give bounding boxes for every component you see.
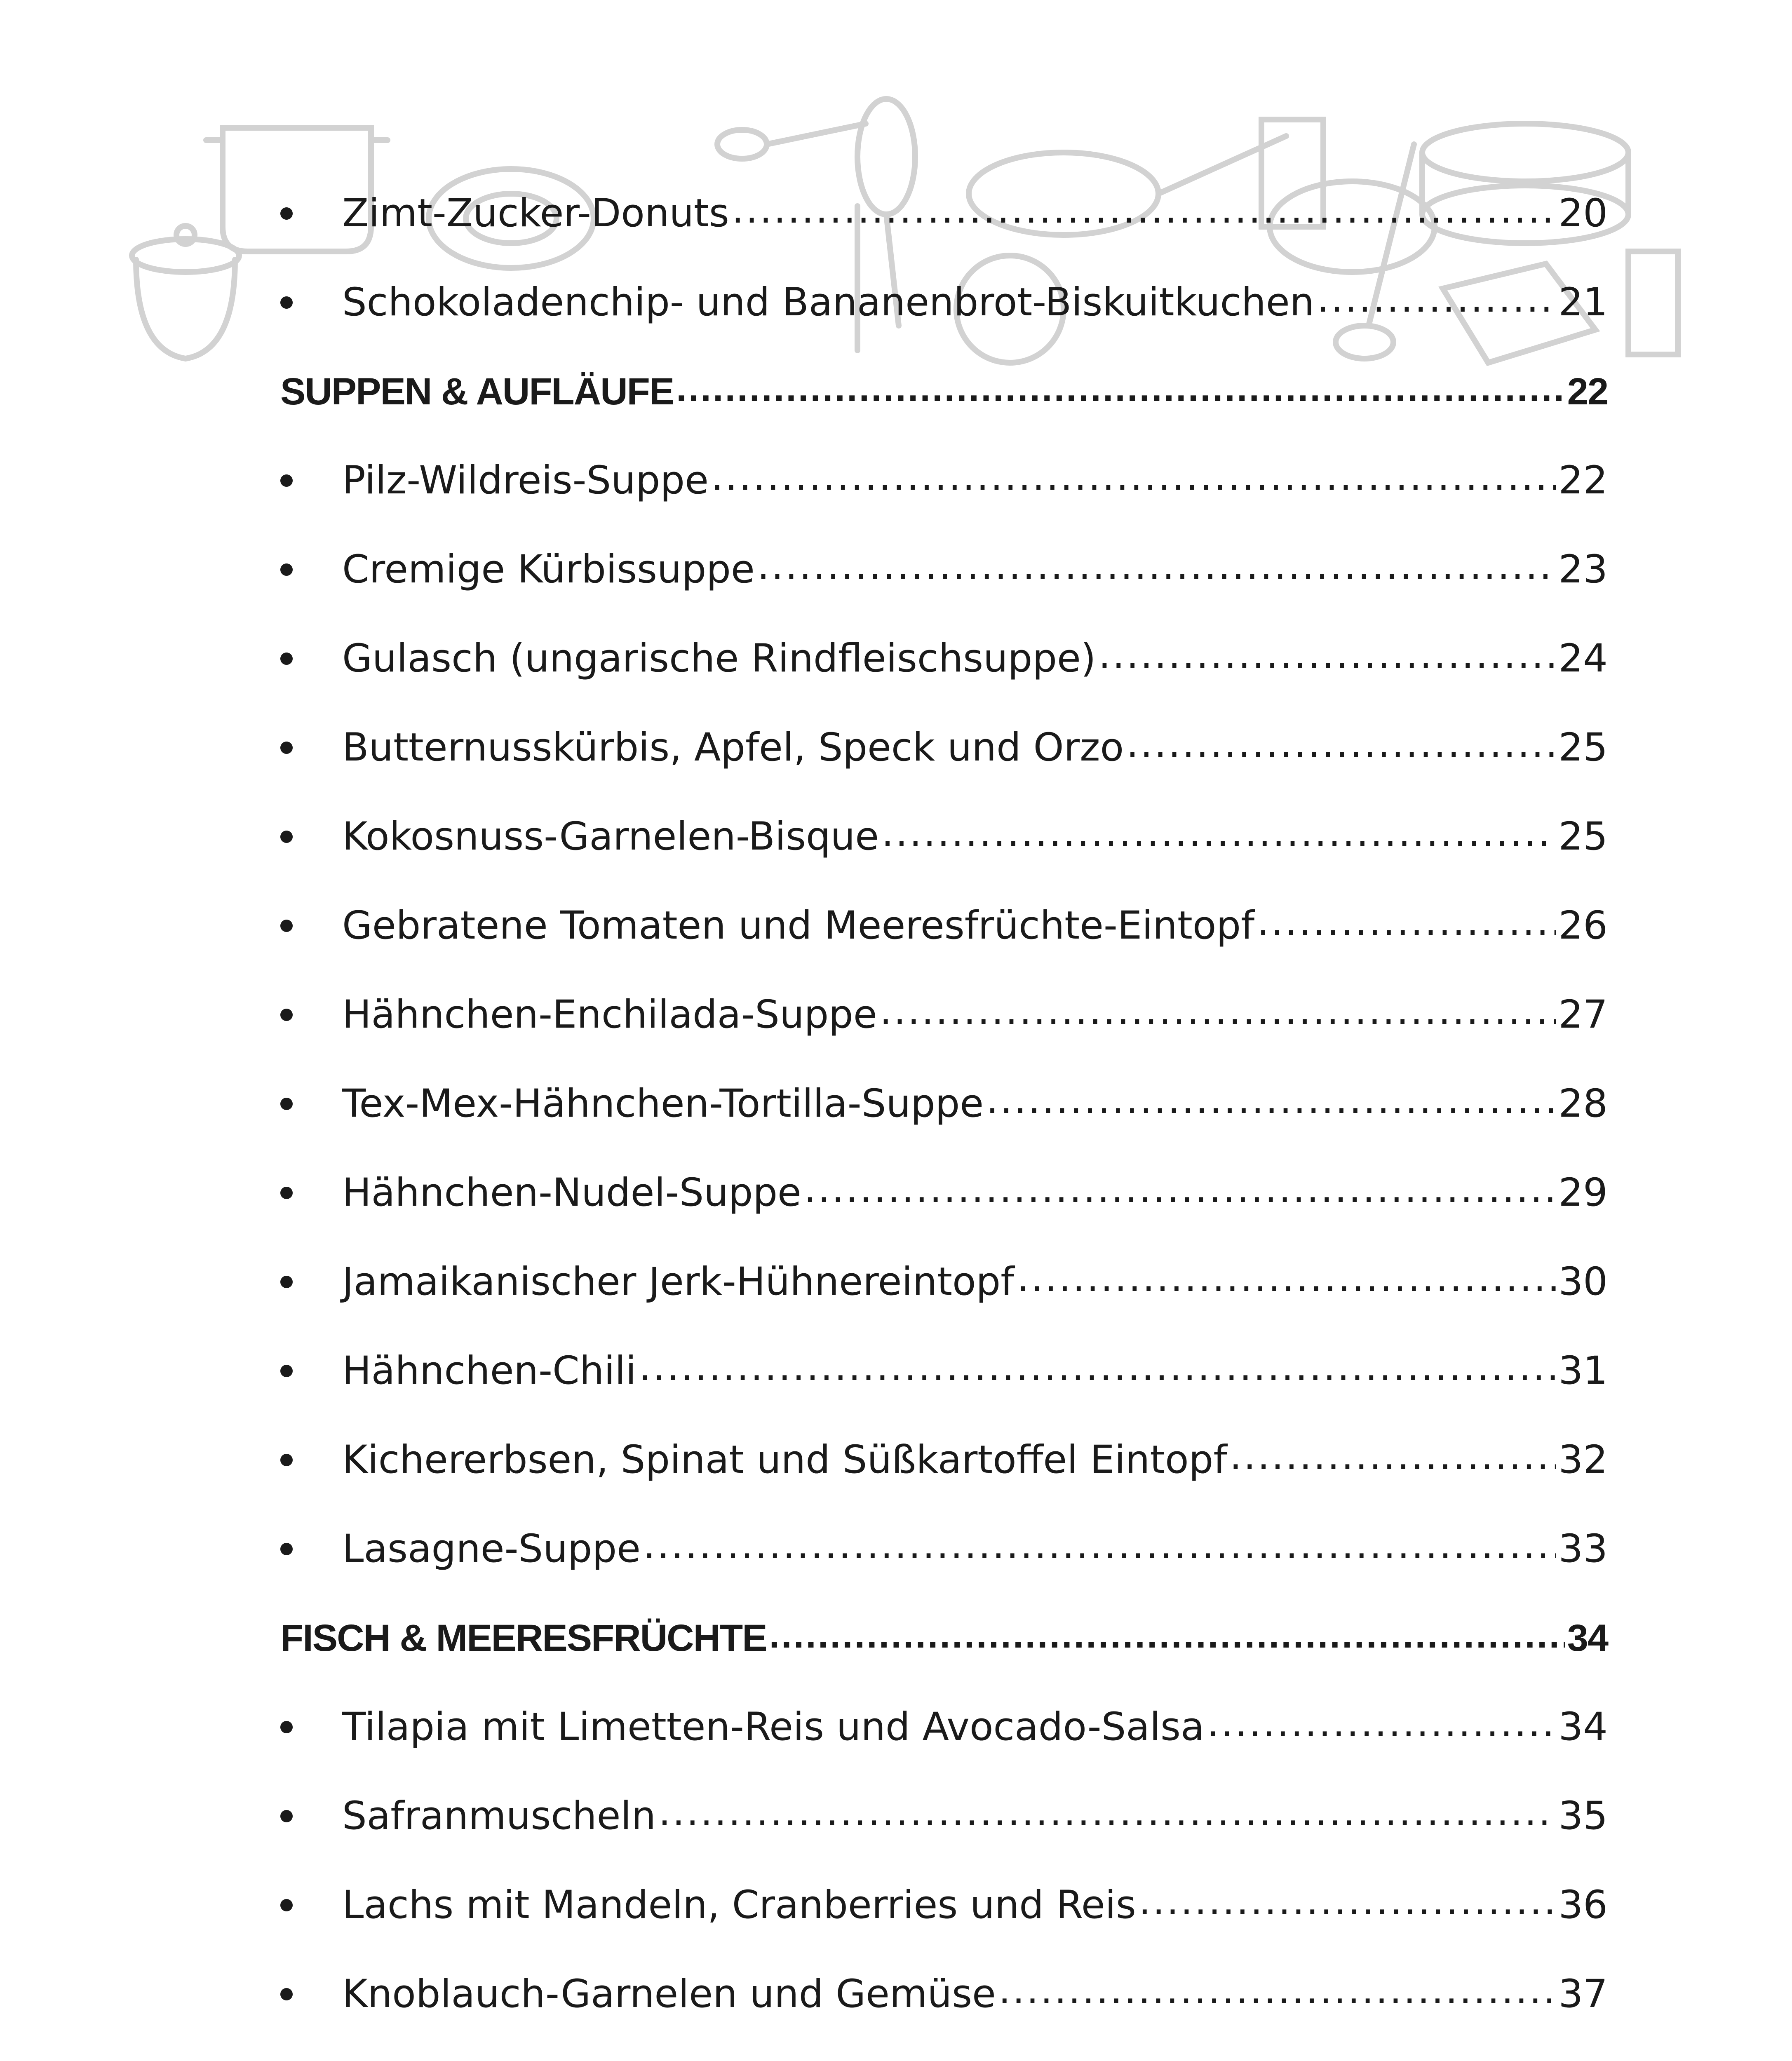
toc-entry[interactable] (280, 2039, 1608, 2061)
toc-page-number: 25 (1558, 725, 1608, 770)
toc-entry[interactable] (280, 881, 1608, 970)
toc-page-number: 37 (1558, 1972, 1608, 2016)
toc-page-number: 31 (1558, 1348, 1608, 1393)
toc-entry[interactable] (280, 703, 1608, 792)
table-of-contents (280, 169, 1608, 2061)
toc-entry[interactable] (280, 1415, 1608, 1505)
toc-entry-title: Kokosnuss-Garnelen-Bisque (342, 814, 879, 859)
toc-entry-title: Cremige Kürbissuppe (342, 547, 755, 592)
toc-entry[interactable] (280, 1861, 1608, 1950)
dot-leader (639, 1348, 1556, 1387)
toc-page-number: 34 (1567, 1617, 1608, 1659)
toc-entry-title: Hähnchen-Nudel-Suppe (342, 1170, 801, 1215)
toc-entry-title: Kichererbsen, Spinat und Süßkartoffel Eintopf (342, 1437, 1227, 1482)
dot-leader (757, 547, 1556, 585)
dot-leader (804, 1170, 1556, 1209)
toc-page-number: 28 (1558, 1081, 1608, 1126)
bullet-icon (280, 563, 293, 576)
toc-entry-title: Tilapia mit Limetten-Reis und Avocado-Salsa (342, 1704, 1205, 1749)
toc-entry-title: Zimt-Zucker-Donuts (342, 191, 729, 236)
toc-entry[interactable] (280, 1059, 1608, 1148)
toc-page-number: 30 (1558, 1259, 1608, 1304)
bullet-icon (280, 920, 293, 932)
dot-leader (1126, 725, 1556, 763)
bullet-icon (280, 474, 293, 487)
toc-page-number: 29 (1558, 1170, 1608, 1215)
toc-page-number: 24 (1558, 636, 1608, 681)
toc-entry-title: Gebratene Tomaten und Meeresfrüchte-Eintopf (342, 903, 1255, 948)
dot-leader (1099, 636, 1556, 674)
dot-leader (769, 1616, 1565, 1654)
bullet-icon (280, 1098, 293, 1110)
bullet-icon (280, 1009, 293, 1021)
bullet-icon (280, 1543, 293, 1555)
dot-leader (998, 1971, 1556, 2010)
bullet-icon (280, 1721, 293, 1733)
toc-entry-title: Safranmuscheln (342, 1793, 656, 1838)
bullet-icon (280, 742, 293, 754)
bullet-icon (280, 296, 293, 309)
dot-leader (732, 190, 1556, 229)
toc-page-number: 35 (1558, 1793, 1608, 1838)
toc-entry[interactable] (280, 258, 1608, 347)
toc-page-number: 22 (1567, 371, 1608, 413)
toc-page-number: 33 (1558, 1526, 1608, 1571)
toc-entry[interactable] (280, 525, 1608, 614)
toc-page-number: 27 (1558, 992, 1608, 1037)
toc-section-heading[interactable] (280, 347, 1608, 436)
bullet-icon (280, 831, 293, 843)
toc-page-number: 23 (1558, 547, 1608, 592)
toc-section-heading[interactable] (280, 1594, 1608, 1683)
dot-leader (1257, 903, 1556, 941)
bullet-icon (280, 1454, 293, 1466)
toc-entry-title: Hähnchen-Chili (342, 1348, 636, 1393)
toc-entry-title: FISCH & MEERESFRÜCHTE (280, 1617, 767, 1659)
bullet-icon (280, 1810, 293, 1822)
dot-leader (676, 369, 1564, 407)
toc-entry-title: Schokoladenchip- und Bananenbrot-Biskuitkuchen (342, 280, 1315, 325)
toc-entry-title: Butternusskürbis, Apfel, Speck und Orzo (342, 725, 1124, 770)
toc-entry-title: Pilz-Wildreis-Suppe (342, 458, 709, 503)
toc-page-number: 25 (1558, 814, 1608, 859)
dot-leader (643, 1526, 1556, 1565)
toc-entry[interactable] (280, 169, 1608, 258)
toc-entry-title: Gulasch (ungarische Rindfleischsuppe) (342, 636, 1096, 681)
toc-entry[interactable] (280, 1683, 1608, 1772)
toc-entry-title: Tex-Mex-Hähnchen-Tortilla-Suppe (342, 1081, 984, 1126)
toc-entry[interactable] (280, 970, 1608, 1059)
toc-page-number: 32 (1558, 1437, 1608, 1482)
dot-leader (1207, 1704, 1556, 1743)
toc-entry[interactable] (280, 1237, 1608, 1326)
toc-entry-title: SUPPEN & AUFLÄUFE (280, 371, 674, 413)
toc-entry[interactable] (280, 1950, 1608, 2039)
toc-entry[interactable] (280, 614, 1608, 703)
dot-leader (1139, 1882, 1556, 1921)
toc-entry[interactable] (280, 436, 1608, 525)
toc-page-number: 20 (1558, 191, 1608, 236)
dot-leader (1317, 279, 1556, 318)
dot-leader (711, 458, 1556, 496)
dot-leader (880, 992, 1556, 1030)
toc-entry[interactable] (280, 1148, 1608, 1237)
toc-page-number: 34 (1558, 1704, 1608, 1749)
bullet-icon (280, 1276, 293, 1288)
toc-entry-title: Hähnchen-Enchilada-Suppe (342, 992, 877, 1037)
toc-entry[interactable] (280, 1505, 1608, 1594)
toc-entry-title: Knoblauch-Garnelen und Gemüse (342, 1972, 996, 2016)
toc-entry[interactable] (280, 792, 1608, 881)
toc-entry-title: Jamaikanischer Jerk-Hühnereintopf (342, 1259, 1015, 1304)
dot-leader (986, 1081, 1556, 1120)
dot-leader (658, 1793, 1556, 1832)
toc-entry[interactable] (280, 1772, 1608, 1861)
toc-page-number: 21 (1558, 280, 1608, 325)
toc-page-number: 22 (1558, 458, 1608, 503)
bullet-icon (280, 1365, 293, 1377)
dot-leader (1229, 1437, 1556, 1476)
bullet-icon (280, 207, 293, 220)
dot-leader (881, 814, 1556, 852)
toc-page-number: 26 (1558, 903, 1608, 948)
toc-entry-title: Lasagne-Suppe (342, 1526, 641, 1571)
toc-entry-title: Lachs mit Mandeln, Cranberries und Reis (342, 1883, 1136, 1927)
dot-leader (1017, 1259, 1556, 1298)
toc-page-number: 36 (1558, 1883, 1608, 1927)
toc-entry[interactable] (280, 1326, 1608, 1415)
bullet-icon (280, 1988, 293, 2000)
bullet-icon (280, 1187, 293, 1199)
bullet-icon (280, 1899, 293, 1911)
bullet-icon (280, 653, 293, 665)
